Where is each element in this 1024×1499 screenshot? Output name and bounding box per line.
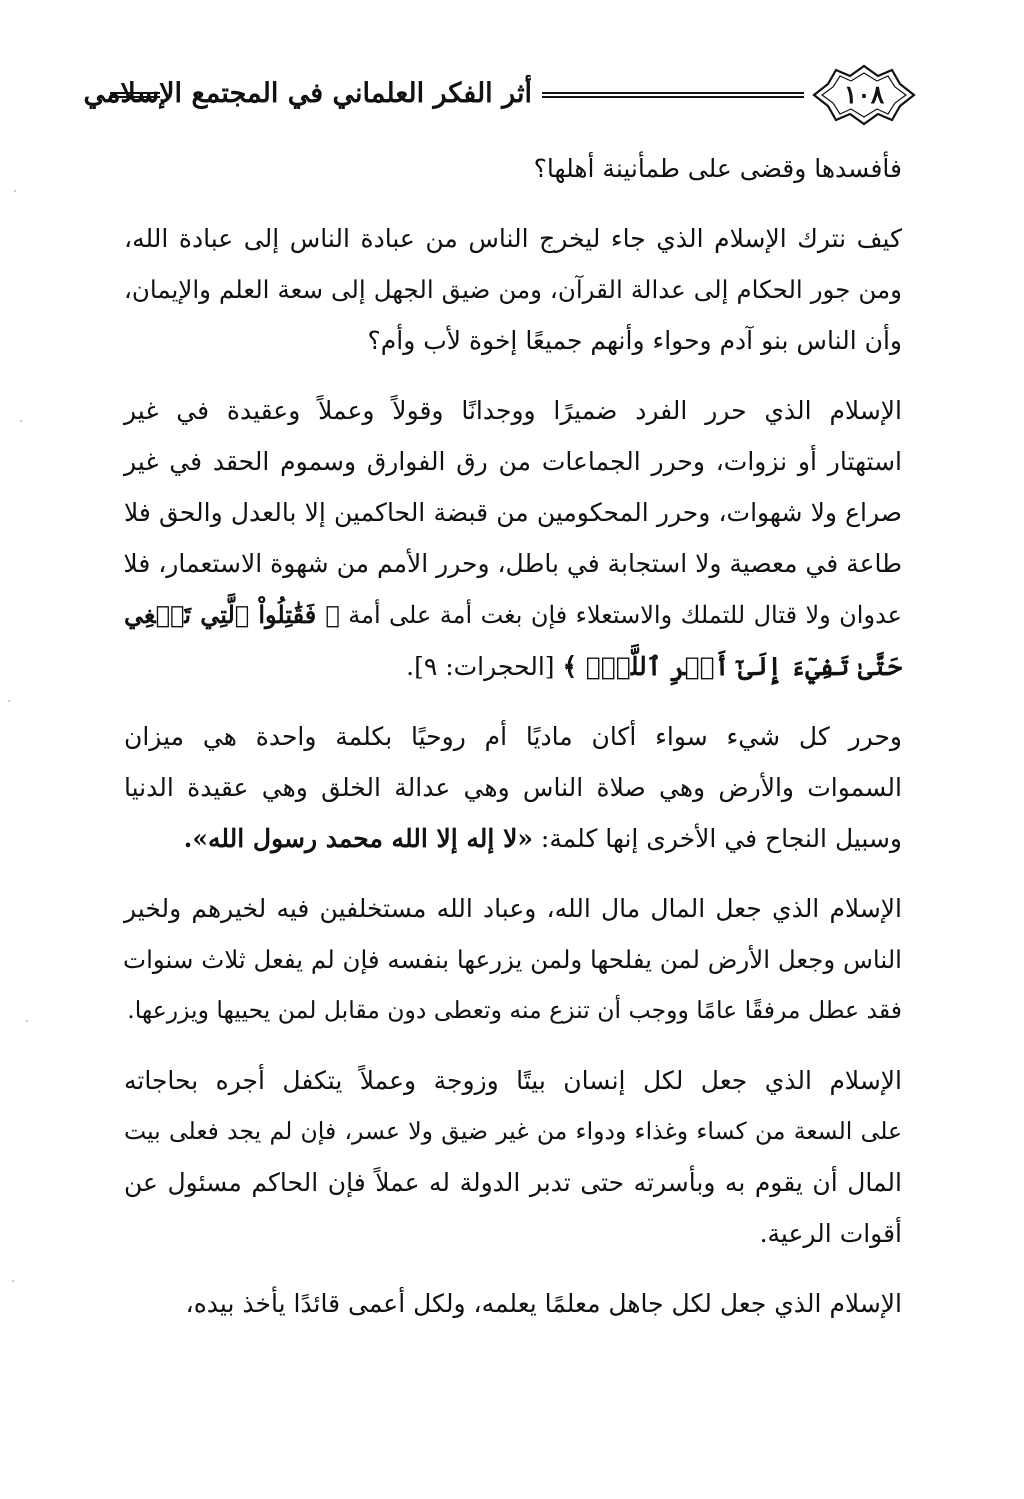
scan-speckle — [12, 1280, 14, 1282]
scan-speckle — [20, 420, 22, 422]
text-line: وأن الناس بنو آدم وحواء وأنهم جميعًا إخوة لأب وأم؟ — [367, 326, 902, 355]
paragraph — [124, 385, 902, 692]
paragraph — [124, 143, 902, 194]
text-line: ومن جور الحكام إلى عدالة القرآن، ومن ضيق الجهل إلى سعة العلم والإيمان، — [124, 275, 902, 304]
running-title: أثر الفكر العلماني في المجتمع الإسلامي — [83, 78, 532, 109]
paragraph — [124, 1278, 902, 1329]
text-line: كيف نترك الإسلام الذي جاء ليخرج الناس من عبادة الناس إلى عبادة الله، — [124, 224, 902, 253]
text-line: أقوات الرعية. — [759, 1219, 902, 1248]
header-rule-right — [542, 92, 804, 98]
paragraph — [124, 1055, 902, 1259]
text-line — [124, 641, 902, 692]
shahada-quote: «لا إله إلا الله محمد رسول الله». — [183, 824, 533, 853]
text-line: الإسلام الذي حرر الفرد ضميرًا ووجدانًا وقولاً وعملاً وعقيدة في غير — [124, 396, 902, 425]
text-line: فقد عطل مرفقًا عامًا ووجب أن تنزع منه وتعطى دون مقابل لمن يحييها ويزرعها. — [127, 996, 902, 1024]
paragraph — [124, 711, 902, 864]
text-line: الإسلام الذي جعل المال مال الله، وعباد الله مستخلفين فيه لخيرهم ولخير — [124, 894, 902, 923]
page-number-badge — [810, 62, 918, 128]
scan-speckle — [8, 700, 10, 702]
text-line: الإسلام الذي جعل لكل جاهل معلمًا يعلمه، ولكل أعمى قائدًا يأخذ بيده، — [185, 1289, 902, 1318]
scan-speckle — [14, 190, 16, 192]
text-line: الناس وجعل الأرض لمن يفلحها ولمن يزرعها بنفسه فإن لم يفعل ثلاث سنوات — [123, 945, 902, 974]
paragraph — [124, 883, 902, 1036]
text-line: فأفسدها وقضى على طمأنينة أهلها؟ — [533, 154, 902, 183]
text-line — [124, 589, 902, 641]
text-line: الإسلام الذي جعل لكل إنسان بيتًا وزوجة وعملاً يتكفل أجره بحاجاته — [124, 1066, 902, 1095]
quran-verse: ﴿ فَقَٰتِلُواْ ٱلَّتِي تَبۡغِي — [124, 600, 340, 629]
text-segment: عدوان ولا قتال للتملك والاستعلاء فإن بغت أمة على أمة — [348, 601, 902, 629]
text-line: على السعة من كساء وغذاء ودواء من غير ضيق ولا عسر، فإن لم يجد فعلى بيت — [124, 1117, 902, 1145]
paragraph — [124, 213, 902, 366]
text-line: وحرر كل شيء سواء أكان ماديًا أم روحيًا بكلمة واحدة هي ميزان — [124, 722, 902, 751]
verse-citation: [الحجرات: ٩]. — [406, 652, 555, 681]
text-line — [124, 813, 902, 864]
quran-verse: حَتَّىٰ تَفِيٓءَ إِلَىٰٓ أَمۡرِ ٱللَّهِۚ ﴾ — [562, 652, 902, 681]
text-segment: وسبيل النجاح في الأخرى إنها كلمة: — [540, 824, 902, 853]
running-header — [83, 62, 918, 132]
text-line: صراع ولا شهوات، وحرر المحكومين من قبضة الحاكمين إلا بالعدل والحق فلا — [124, 498, 902, 527]
scan-speckle — [26, 1020, 28, 1022]
text-line: استهتار أو نزوات، وحرر الجماعات من رق الفوارق وسموم الحقد في غير — [124, 447, 902, 476]
text-line: طاعة في معصية ولا استجابة في باطل، وحرر الأمم من شهوة الاستعمار، فلا — [123, 549, 902, 578]
text-line: السموات والأرض وهي صلاة الناس وهي عدالة الخلق وهي عقيدة الدنيا — [124, 773, 902, 802]
body-text — [124, 143, 902, 1348]
page-number: ١٠٨ — [843, 80, 885, 109]
text-line: المال أن يقوم به وبأسرته حتى تدبر الدولة له عملاً فإن الحاكم مسئول عن — [124, 1168, 902, 1197]
